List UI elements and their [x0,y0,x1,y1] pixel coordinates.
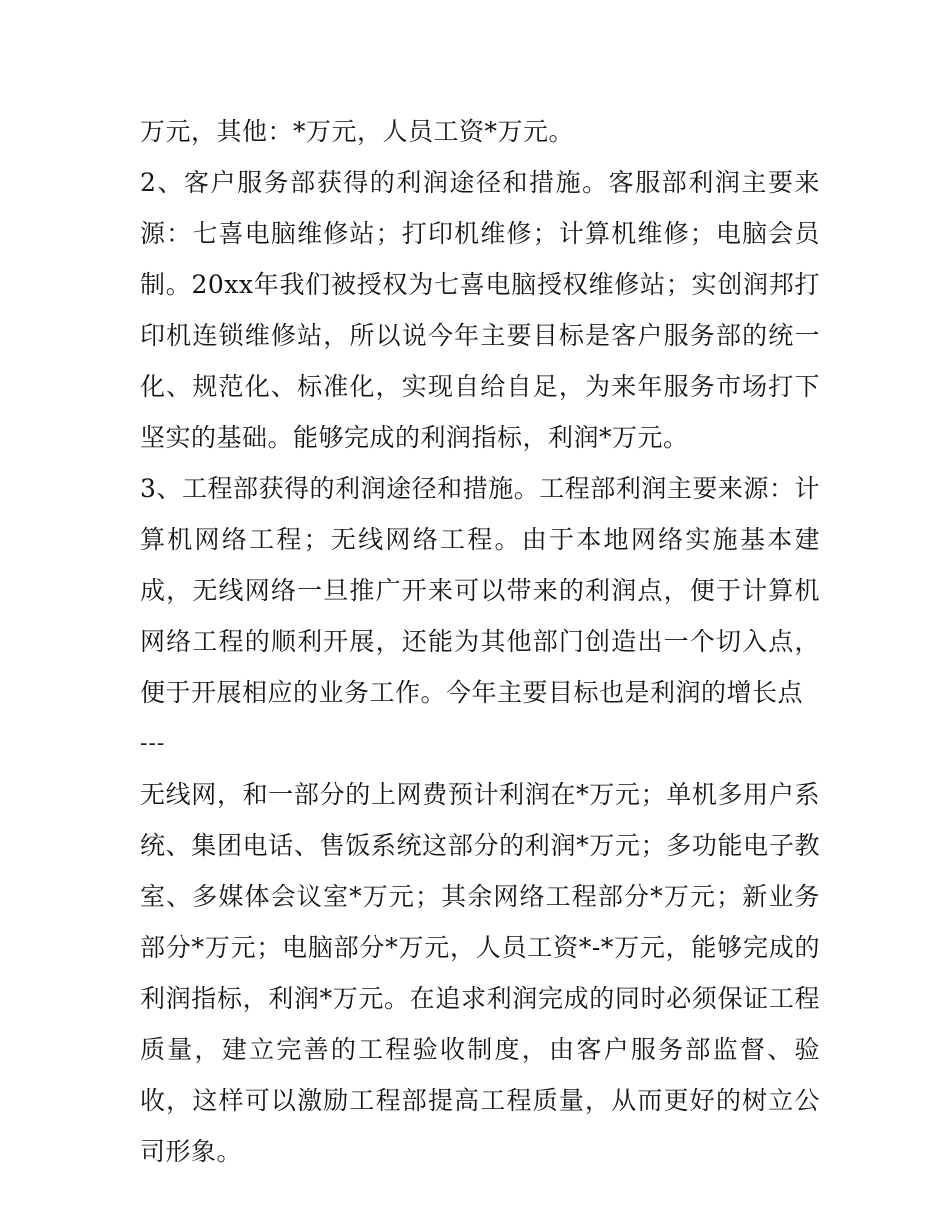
paragraph-budget-tail: 万元，其他：*万元，人员工资*万元。 [140,117,575,146]
section-separator: --- [140,731,166,756]
paragraph-engineering-profit-continued: 无线网，和一部分的上网费预计利润在*万元；单机多用户系统、集团电话、售饭系统这部分的利润*万元；多功能电子教室、多媒体会议室*万元；其余网络工程部分*万元；新业务部分*万元；电脑部分*万元，人员工资*-*万元，能够完成的利润指标，利润*万元。在追求利润完成的同时必须保证工程质量，建立完善的工程验收制度，由客户服务部监督、验收，这样可以激励工程部提高工程质量，从而更好的树立公司形象。 [140,780,820,1166]
paragraph-customer-service-profit: 2、客户服务部获得的利润途径和措施。客服部利润主要来源：七喜电脑维修站；打印机维修；计算机维修；电脑会员制。20xx年我们被授权为七喜电脑授权维修站；实创润邦打印机连锁维修站，所以说今年主要目标是客户服务部的统一化、规范化、标准化，实现自给自足，为来年服务市场打下坚实的基础。能够完成的利润指标，利润*万元。 [140,168,820,452]
paragraph-engineering-profit: 3、工程部获得的利润途径和措施。工程部利润主要来源：计算机网络工程；无线网络工程。由于本地网络实施基本建成，无线网络一旦推广开来可以带来的利润点，便于计算机网络工程的顺利开展，还能为其他部门创造出一个切入点，便于开展相应的业务工作。今年主要目标也是利润的增长点 [140,474,820,707]
document-page [140,106,820,1177]
